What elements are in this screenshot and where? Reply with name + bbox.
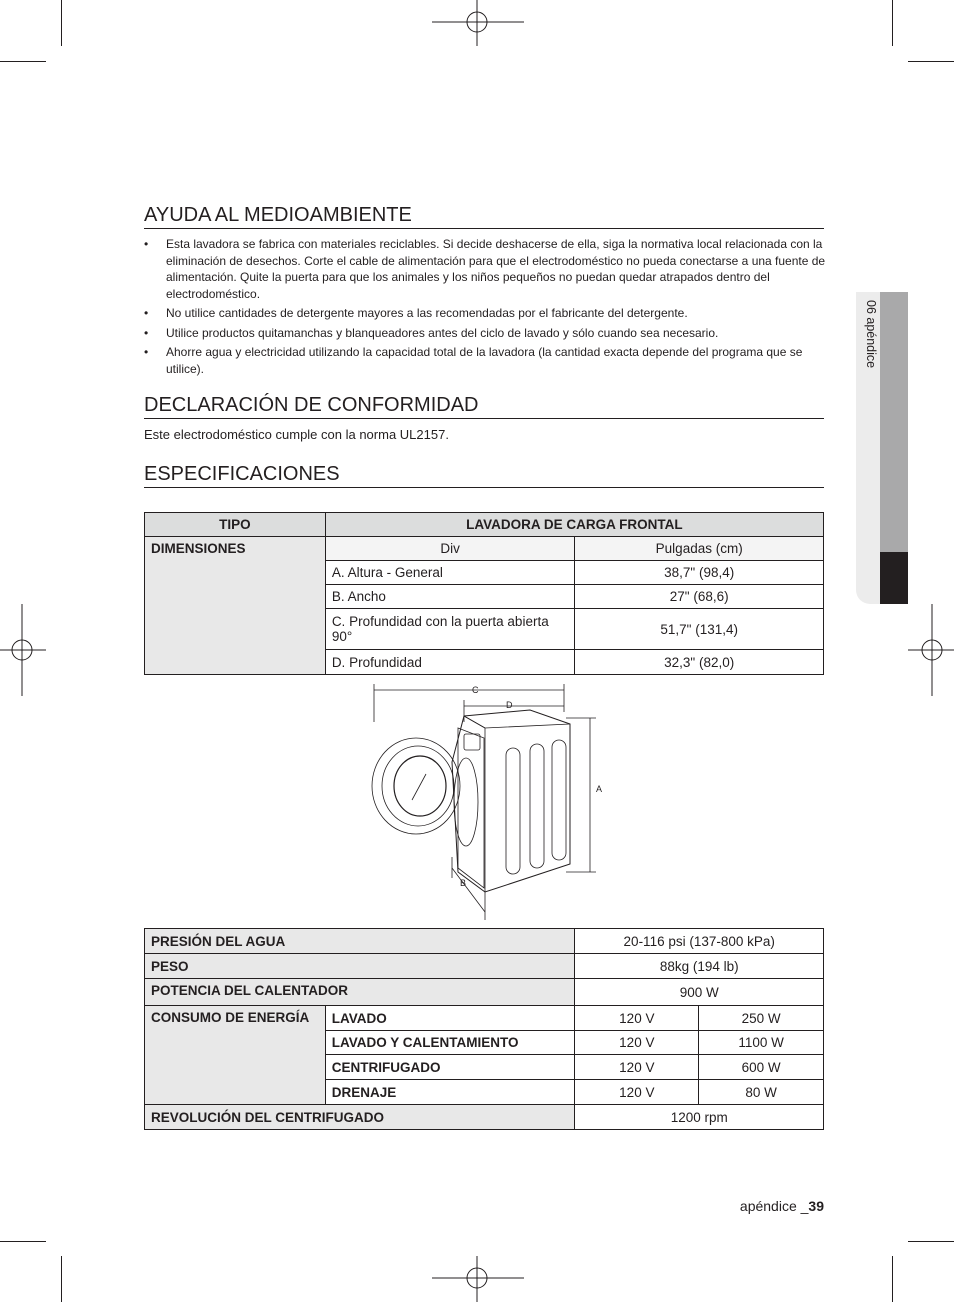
- table-row: [145, 513, 824, 537]
- energy-watts: 250 W: [699, 1006, 824, 1031]
- energy-voltage: 120 V: [575, 1031, 699, 1055]
- footer-text: apéndice _: [739, 1198, 809, 1214]
- table-row: [145, 929, 824, 954]
- page-footer: [740, 1198, 824, 1214]
- crop-mark: [908, 61, 954, 62]
- energy-voltage: 120 V: [575, 1080, 699, 1105]
- crop-mark: [892, 1256, 893, 1302]
- water-pressure-label: PRESIÓN DEL AGUA: [145, 929, 575, 954]
- environment-bullet-list: [144, 236, 826, 380]
- energy-mode: DRENAJE: [325, 1080, 575, 1105]
- weight-value: 88kg (194 lb): [575, 954, 824, 979]
- table-row: [145, 1105, 824, 1130]
- dimension-label: B. Ancho: [325, 585, 575, 609]
- page-number: 39: [808, 1198, 824, 1214]
- conformity-text: Este electrodoméstico cumple con la norma UL2157.: [144, 427, 449, 442]
- diagram-label-d: D: [506, 700, 513, 710]
- energy-mode: LAVADO: [325, 1006, 575, 1031]
- diagram-label-a: A: [596, 784, 603, 794]
- table-row: [145, 954, 824, 979]
- list-item: • Ahorre agua y electricidad utilizando la capacidad total de la lavadora (la cantidad exacta depende del programa que se utilice).: [144, 344, 826, 377]
- washer-dimension-diagram: [360, 682, 620, 922]
- header-tipo: TIPO: [145, 513, 326, 537]
- weight-label: PESO: [145, 954, 575, 979]
- list-item: • Utilice productos quitamanchas y blanqueadores antes del ciclo de lavado y sólo cuando sea necesario.: [144, 325, 826, 342]
- section-title-conformity: DECLARACIÓN DE CONFORMIDAD: [144, 394, 824, 419]
- header-type-value: LAVADORA DE CARGA FRONTAL: [325, 513, 823, 537]
- registration-mark: [908, 604, 954, 696]
- section-title-specifications: ESPECIFICACIONES: [144, 463, 824, 488]
- crop-mark: [892, 0, 893, 46]
- dimension-value: 27" (68,6): [575, 585, 824, 609]
- crop-mark: [61, 0, 62, 46]
- diagram-label-c: C: [472, 685, 479, 695]
- section-title-environment: AYUDA AL MEDIOAMBIENTE: [144, 204, 824, 229]
- dimension-label: A. Altura - General: [325, 561, 575, 585]
- dimension-label: C. Profundidad con la puerta abierta 90°: [325, 609, 575, 650]
- heater-value: 900 W: [575, 979, 824, 1006]
- water-pressure-value: 20-116 psi (137-800 kPa): [575, 929, 824, 954]
- dimension-label: D. Profundidad: [325, 650, 575, 675]
- registration-mark: [432, 0, 524, 46]
- subheader-units: Pulgadas (cm): [575, 537, 824, 561]
- energy-watts: 1100 W: [699, 1031, 824, 1055]
- spin-label: REVOLUCIÓN DEL CENTRIFUGADO: [145, 1105, 575, 1130]
- dimension-value: 51,7" (131,4): [575, 609, 824, 650]
- dimension-value: 38,7" (98,4): [575, 561, 824, 585]
- table-row: [145, 979, 824, 1006]
- crop-mark: [908, 1241, 954, 1242]
- crop-mark: [0, 61, 46, 62]
- crop-mark: [0, 1241, 46, 1242]
- table-row: [145, 537, 824, 561]
- heater-label: POTENCIA DEL CALENTADOR: [145, 979, 575, 1006]
- side-tab-label: 06 apéndice: [864, 300, 878, 369]
- energy-mode: CENTRIFUGADO: [325, 1055, 575, 1080]
- specifications-table: [144, 928, 824, 1130]
- energy-watts: 80 W: [699, 1080, 824, 1105]
- energy-label: CONSUMO DE ENERGÍA: [145, 1006, 326, 1105]
- energy-mode: LAVADO Y CALENTAMIENTO: [325, 1031, 575, 1055]
- registration-mark: [0, 604, 46, 696]
- dimensions-table: [144, 512, 824, 675]
- dimension-value: 32,3" (82,0): [575, 650, 824, 675]
- dimensions-label: DIMENSIONES: [145, 537, 326, 675]
- table-row: [145, 1006, 824, 1031]
- diagram-label-b: B: [460, 878, 467, 888]
- side-tab-bar: [880, 292, 908, 552]
- subheader-div: Div: [325, 537, 575, 561]
- energy-voltage: 120 V: [575, 1055, 699, 1080]
- list-item: • No utilice cantidades de detergente mayores a las recomendadas por el fabricante del detergente.: [144, 305, 826, 322]
- energy-voltage: 120 V: [575, 1006, 699, 1031]
- side-tab-marker: [880, 552, 908, 604]
- list-item: • Esta lavadora se fabrica con materiales reciclables. Si decide deshacerse de ella, siga la normativa local relacionada con la eliminación de desechos. Corte el cable de alimentación para que el electrodoméstico no pueda conectarse a una fuente de alimentación. Quite la puerta para que los animales y los niños pequeños no puedan quedar atrapados dentro del electrodoméstico.: [144, 236, 826, 302]
- crop-mark: [61, 1256, 62, 1302]
- spin-value: 1200 rpm: [575, 1105, 824, 1130]
- energy-watts: 600 W: [699, 1055, 824, 1080]
- registration-mark: [432, 1256, 524, 1302]
